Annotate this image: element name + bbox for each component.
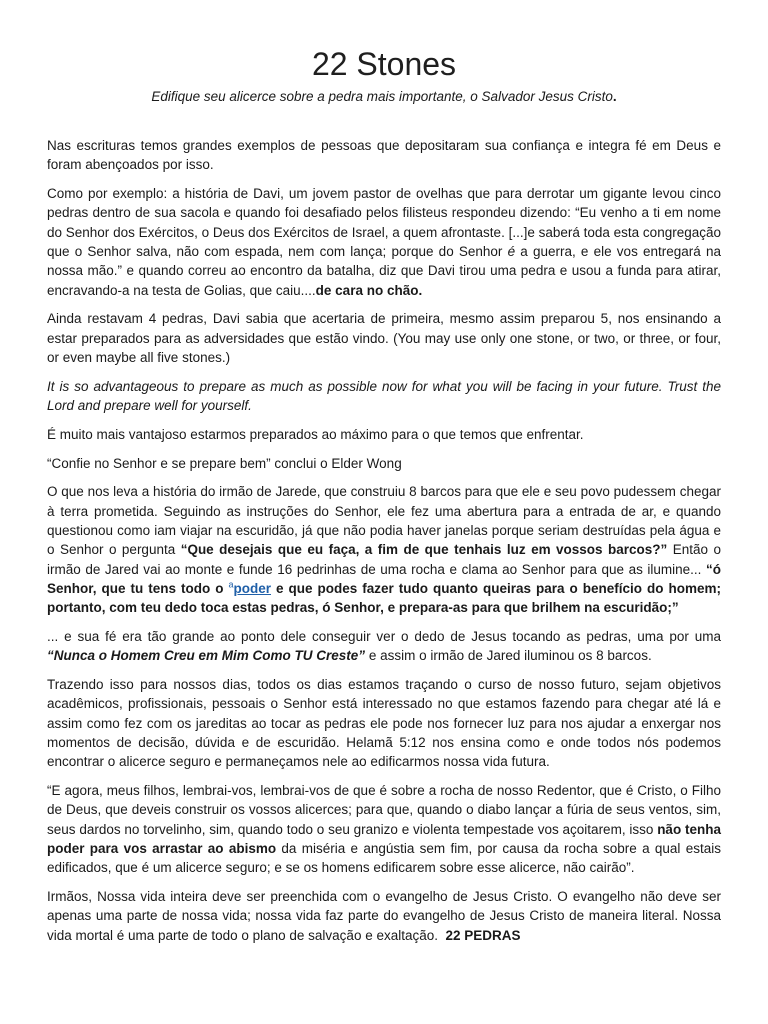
poder-link[interactable]: poder (233, 580, 271, 596)
p2-bold: de cara no chão. (315, 282, 423, 298)
paragraph-6: “Confie no Senhor e se prepare bem” conclui o Elder Wong (47, 455, 402, 471)
footnote-marker[interactable]: a (228, 579, 234, 590)
p8-text-2: e assim o irmão de Jared iluminou os 8 barcos. (365, 648, 652, 664)
document-title: 22 Stones (311, 46, 457, 82)
paragraph-4: It is so advantageous to prepare as much as possible now for what you will be facing in your future. Trust the Lord and prepare well for yourself. (47, 378, 721, 414)
p7-bold-prayer-1: “ó Senhor, que tu tens todo o (47, 561, 721, 596)
p11-text: Irmãos, Nossa vida inteira deve ser preenchida com o evangelho de Jesus Cristo. O evangelho não deve ser apenas uma parte de nossa vida; nossa vida faz parte do evangelho de Jesus Cristo de maneira literal. Nossa vida mortal é uma parte de todo o plano de salvação e exaltação. (47, 889, 725, 943)
p2-text-1: Como por exemplo: a história de Davi, um jovem pastor de ovelhas que para derrotar um gigante levou cinco pedras dentro de sua sacola e quando foi desafiado pelos filisteus respondeu dizendo: “Eu venho a ti em nome do Senhor dos Exércitos, o Deus dos Exércitos de Israel, a quem afrontaste. [...]e saberá toda esta congregação que o Senhor salva, não com espada, nem com lança; porque do Senhor (47, 186, 721, 259)
p7-text-2: Então o irmão de Jared vai ao monte e funde 16 pedrinhas de uma rocha e clama ao Senhor para que as ilumine... (47, 542, 722, 577)
p8-bold-italic: “Nunca o Homem Creu em Mim Como TU Creste” (47, 648, 366, 664)
p7-bold-prayer-2: e que podes fazer tudo quanto queiras para o benefício do homem; portanto, com teu dedo toca estas pedras, ó Senhor, e prepara-as para que brilhem na escuridão;” (47, 580, 721, 616)
subtitle-period: . (612, 89, 617, 104)
p2-text-2: a guerra, e ele vos entregará na nossa mão.” e quando correu ao encontro da batalha, diz que Davi tirou uma pedra e usou a funda para atirar, encravando-a na testa de Golias, que caiu.... (47, 243, 721, 298)
paragraph-7 (47, 482, 721, 617)
paragraph-5: É muito mais vantajoso estarmos preparados ao máximo para o que temos que enfrentar. (47, 426, 584, 442)
p10-text-1: “E agora, meus filhos, lembrai-vos, lembrai-vos de que é sobre a rocha de nosso Redentor, que é Cristo, o Filho de Deus, que deveis construir os vossos alicerces; para que, quando o diabo lançar a fúria de seus ventos, sim, seus dardos no torvelinho, sim, quando todo o seu granizo e violenta tempestade vos açoitarem, isso (47, 783, 721, 837)
paragraph-11 (47, 887, 725, 945)
paragraph-9: Trazendo isso para nossos dias, todos os dias estamos traçando o curso de nosso futuro, sejam objetivos acadêmicos, profissionais, pessoais o Senhor está interessado no que estamos fazendo para chegar até lá e assim como fez com os jareditas ao tocar as pedras ele pode nos fornecer luz para nos ajudar a enxergar nos momentos de decisão, dúvida e de escuridão. Helamã 5:12 nos ensina como e onde todos nós podemos encontrar o alicerce seguro e permaneçamos nele ao edificarmos nossa vida futura. (47, 677, 721, 770)
p11-bold-signature: 22 PEDRAS (445, 927, 521, 943)
p10-bold: não tenha poder para vos arrastar ao abismo (47, 821, 721, 856)
p7-bold-question: “Que desejais que eu faça, a fim de que tenhais luz em vossos barcos?” (180, 542, 668, 558)
paragraph-8 (47, 627, 721, 666)
document-body (47, 136, 725, 945)
p2-italic: é (507, 243, 516, 259)
p10-text-2: da miséria e angústia sem fim, por causa da rocha sobre a qual estais edificados, que é um alicerce seguro; e se os homens edificarem sobre esse alicerce, não cairão”. (47, 841, 721, 876)
paragraph-10 (47, 781, 721, 877)
paragraph-2 (47, 184, 721, 300)
p8-text-1: ... e sua fé era tão grande ao ponto dele conseguir ver o dedo de Jesus tocando as pedras, uma por uma (47, 629, 721, 645)
paragraph-3: Ainda restavam 4 pedras, Davi sabia que acertaria de primeira, mesmo assim preparou 5, nos ensinando a estar preparados para as adversidades que estão vindo. (You may use only one stone, or two, or three, or four, or even maybe all five stones.) (47, 311, 721, 365)
subtitle-text: Edifique seu alicerce sobre a pedra mais importante, o Salvador Jesus Cristo (151, 89, 613, 104)
p7-text-1: O que nos leva a história do irmão de Jarede, que construiu 8 barcos para que ele e seu povo pudessem chegar à terra prometida. Seguindo as instruções do Senhor, ele fez uma abertura para a entrada de ar, e quando questionou como iam viajar na escuridão, já que não podia haver janelas porque seriam destruídas pela água e o Senhor o pergunta (47, 484, 721, 558)
document-subtitle (47, 88, 721, 106)
paragraph-1: Nas escrituras temos grandes exemplos de pessoas que depositaram sua confiança e integra fé em Deus e foram abençoados por isso. (47, 138, 721, 173)
